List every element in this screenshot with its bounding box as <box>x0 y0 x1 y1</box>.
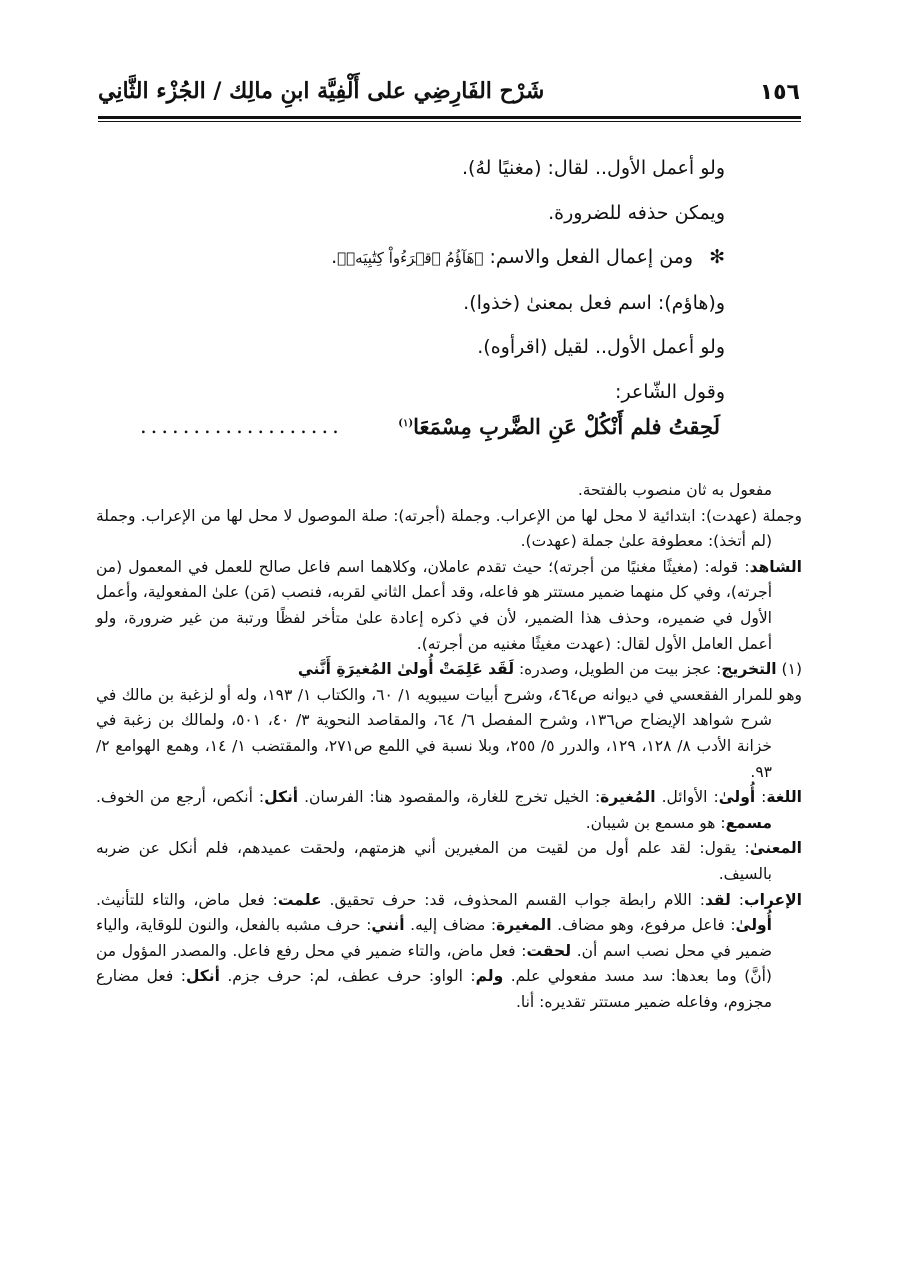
footnote-paragraph <box>96 683 802 785</box>
footnote-paragraph <box>96 785 802 836</box>
star-icon: ✻ <box>709 246 725 268</box>
body-line: ولو أعمل الأول.. لقيل (اقرأوه). <box>477 336 725 358</box>
footnote-label: لحقت <box>526 941 572 960</box>
verse-text: لَحِقتُ فلم أَنْكُلْ عَنِ الضَّربِ مِسْمَعَا <box>413 414 720 439</box>
footnote-label: المغيرة <box>496 916 552 935</box>
verse-hemistich <box>398 414 720 439</box>
footnote-text: : هو مسمع بن شيبان. <box>585 813 726 832</box>
footnote-label: الشاهد <box>749 557 802 576</box>
page-number: ١٥٦ <box>759 80 800 105</box>
footnote-label: أنني <box>371 916 405 935</box>
footnote-text: : الأوائل. <box>655 788 719 807</box>
body-line <box>165 235 725 281</box>
footnote-text: : يقول: لقد علم أول من لقيت من المغيرين أني هزمتهم، ولحقت عميدهم، فلم أنكل عن ضربه بالسيف. <box>96 839 772 883</box>
header-rule-thin <box>98 121 801 122</box>
footnote-label: علمت <box>277 890 322 909</box>
page-header <box>98 76 800 112</box>
footnote-label: التخريج <box>721 660 777 679</box>
footnote-text: : مضاف إليه. <box>404 916 497 935</box>
header-rule-thick <box>98 116 801 119</box>
body-line-text: ومن إعمال الفعل والاسم: <box>483 246 694 268</box>
footnote-text: وهو للمرار الفقعسي في ديوانه ص٤٦٤، وشرح أبيات سيبويه ١/ ٦٠، والكتاب ١/ ١٩٣، وله أو لزغبة بن مالك في شرح شواهد الإيضاح ص١٣٦، وشرح المفصل ٦/ ٦٤، والمقاصد النحوية ٣/ ٤٠، ٥٠١، ولمالك بن زغبة في خزانة الأدب ٨/ ١٢٨، ١٢٩، والدرر ٥/ ٢٥٥، وبلا نسبة في اللمع ص٢٧١، والمقتضب ١/ ١٤، وهمع الهوامع ٢/ ٩٣. <box>96 685 802 781</box>
footnote-label: أنكل <box>264 788 299 807</box>
footnote-text: (١) <box>776 660 802 679</box>
main-text <box>165 146 725 414</box>
footnote-text: : الخيل تخرج للغارة، والمقصود هنا: الفرسان. <box>298 788 601 807</box>
footnote-text: مفعول به ثان منصوب بالفتحة. <box>577 481 772 499</box>
footnote-text: : فعل ماض، والتاء للتأنيث. <box>96 890 278 909</box>
footnote-paragraph <box>96 555 802 657</box>
verse-omitted-dots: ................... <box>140 414 343 438</box>
quran-end: . <box>331 246 338 268</box>
footnote-paragraph <box>96 478 802 504</box>
footnote-label: المعنىٰ <box>749 839 802 858</box>
footnote-text: : فاعل مرفوع، وهو مضاف. <box>551 916 736 935</box>
running-title: شَرْح الفَارِضِي على أَلْفِيَّة ابنِ مالِك / الجُزْء الثَّانِي <box>98 78 545 104</box>
footnote-text: : حرف مشبه بالفعل، والنون للوقاية، والياء ضمير في محل نصب اسم أن. <box>96 916 772 960</box>
body-line: ويمكن حذفه للضرورة. <box>548 201 725 224</box>
footnote-label: أُولىٰ <box>735 916 772 935</box>
footnote-text: : فعل ماض، والتاء ضمير في محل رفع فاعل. والمصدر المؤول من (أنَّ) وما بعدها: سد مسد مفعولي علم. <box>96 941 772 986</box>
footnote-text: : عجز بيت من الطويل، وصدره: <box>514 660 722 679</box>
footnote-text: : اللام رابطة جواب القسم المحذوف، قد: حرف تحقيق. <box>321 890 705 909</box>
footnote-label: الإعراب <box>744 890 802 909</box>
footnote-label: لَقَد عَلِمَتْ أُولىٰ المُغيرَةِ أَنَّني <box>297 660 515 679</box>
footnote-label: مسمع <box>725 813 772 832</box>
quran-verse: ﴿هَآؤُمُ ٱقۡرَءُواْ كِتَٰبِيَهۡ﴾ <box>337 249 484 267</box>
body-line: وقول الشّاعر: <box>615 380 725 403</box>
footnote-text: وجملة (عهدت): ابتدائية لا محل لها من الإعراب. وجملة (أجرته): صلة الموصول لا محل لها من الإعراب. وجملة (لم أتخذ): معطوفة علىٰ جملة (عهدت). <box>96 506 802 551</box>
footnote-paragraph <box>96 657 802 683</box>
body-line: و(هاؤم): اسم فعل بمعنىٰ (خذوا). <box>463 291 725 314</box>
footnote-label: اللغة <box>766 788 802 807</box>
footnote-text: : <box>730 890 745 909</box>
footnote-text: : أنكص، أرجع من الخوف. <box>96 788 265 807</box>
footnote-label: لقد <box>704 890 731 909</box>
footnotes <box>96 478 802 1015</box>
footnote-paragraph <box>96 836 802 887</box>
footnote-text: : قوله: (مغيثًا مغنيًا من أجرته)؛ حيث تقدم عاملان، وكلاهما اسم فاعل صالح للعمل في المعمول (من أجرته)، وفي كل منهما ضمير مستتر هو فاعله، وقد أعمل الثاني لقربه، فنصب (مَن) علىٰ المفعولية، وأعمل الأول في ضميره، وحذف هذا الضمير، لأن في ذكره إعادة علىٰ متأخر لفظًا ورتبة من غير ضرورة، ولو أعمل العامل الأول لقال: (عهدت مغيثًا مغنيه من أجرته). <box>96 557 772 653</box>
body-line: ولو أعمل الأول.. لقال: (مغنيًا لهُ). <box>462 157 725 179</box>
footnote-text: : فعل مضارع مجزوم، وفاعله ضمير مستتر تقديره: أنا. <box>96 967 772 1011</box>
footnote-label: ولم <box>475 967 504 986</box>
footnote-label: أُولىٰ <box>718 788 756 807</box>
footnote-text: : الواو: حرف عطف، لم: حرف جزم. <box>219 967 476 986</box>
footnote-text: : <box>755 788 767 807</box>
footnote-label: أنكل <box>185 967 220 986</box>
poetry-verse <box>140 414 720 439</box>
footnote-label: المُغيرة <box>600 788 656 807</box>
footnote-paragraph <box>96 888 802 1016</box>
footnote-ref[interactable]: (١) <box>398 418 414 429</box>
footnote-paragraph <box>96 504 802 555</box>
